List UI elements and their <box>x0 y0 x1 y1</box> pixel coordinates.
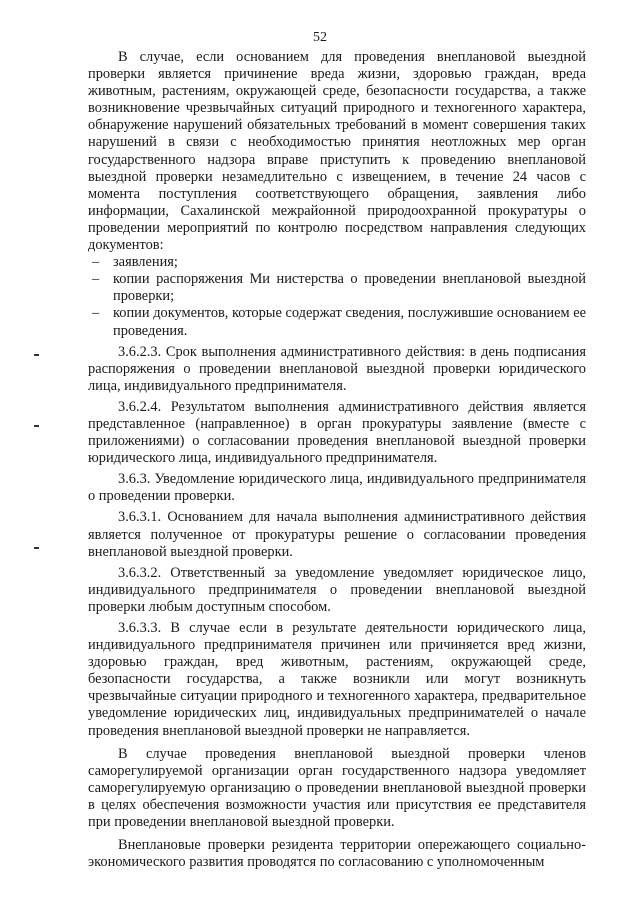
paragraph-3-6-3-1: 3.6.3.1. Основанием для начала выполнения административного действия является полученное от прокуратуры решение о согласовании проведения внеплановой выездной проверки. <box>88 509 586 560</box>
paragraph-self-regulatory-org: В случае проведения внеплановой выездной проверки членов саморегулируемой организации орган государственного надзора уведомляет саморегулируемую организацию о проведении внеплановой выездной проверки в целях обеспечения возможности участия или присутствия ее представителя при проведении внеплановой выездной проверки. <box>88 745 586 831</box>
paragraph-3-6-2-4: 3.6.2.4. Результатом выполнения административного действия является представленное (направленное) в орган прокуратуры заявление (вместе с приложениями) о согласовании проведения внеплановой выездной проверки юридического лица, индивидуального предпринимателя. <box>88 398 586 467</box>
margin-mark <box>34 354 39 356</box>
list-item: – заявления; <box>88 254 586 271</box>
margin-mark <box>34 547 39 549</box>
document-body <box>88 49 586 871</box>
documents-list <box>88 254 586 339</box>
paragraph-3-6-2-3: 3.6.2.3. Срок выполнения административного действия: в день подписания распоряжения о проведении внеплановой выездной проверки юридического лица, индивидуального предпринимателя. <box>88 343 586 394</box>
margin-mark <box>34 425 39 427</box>
paragraph-advanced-development-territory: Внеплановые проверки резидента территории опережающего социально-экономического развития проводятся по согласованию с уполномоченным <box>88 837 586 871</box>
paragraph-3-6-3: 3.6.3. Уведомление юридического лица, индивидуального предпринимателя о проведении проверки. <box>88 471 586 505</box>
paragraph-3-6-3-3: 3.6.3.3. В случае если в результате деятельности юридического лица, индивидуального предпринимателя причинен или причиняется вред жизни, здоровью граждан, вред животным, растениям, окружающей среде, безопасности государства, а также возникли или могут возникнуть чрезвычайные ситуации природного и техногенного характера, предварительное уведомление юридических лиц, индивидуальных предпринимателей о начале проведения внеплановой выездной проверки не направляется. <box>88 620 586 739</box>
paragraph-3-6-3-2: 3.6.3.2. Ответственный за уведомление уведомляет юридическое лицо, индивидуального предпринимателя о проведении внеплановой выездной проверки любым доступным способом. <box>88 564 586 615</box>
paragraph-unscheduled-inspection: В случае, если основанием для проведения внеплановой выездной проверки является причинение вреда жизни, здоровью граждан, вреда животным, растениям, окружающей среде, безопасности государства, а также возникновение чрезвычайных ситуаций природного и техногенного характера, обнаружение нарушений обязательных требований в момент совершения таких нарушений в связи с необходимостью принятия неотложных мер орган государственного надзора вправе приступить к проведению внеплановой выездной проверки незамедлительно с извещением, в течение 24 часов с момента поступления соответствующего обращения, заявления либо информации, Сахалинской межрайонной природоохранной прокуратуры о проведении мероприятий по контролю посредством направления следующих документов: <box>88 49 586 254</box>
list-item: – копии распоряжения Ми нистерства о проведении внеплановой выездной проверки; <box>88 271 586 305</box>
list-item: – копии документов, которые содержат сведения, послужившие основанием ее проведения. <box>88 305 586 339</box>
page-number: 52 <box>313 30 327 45</box>
